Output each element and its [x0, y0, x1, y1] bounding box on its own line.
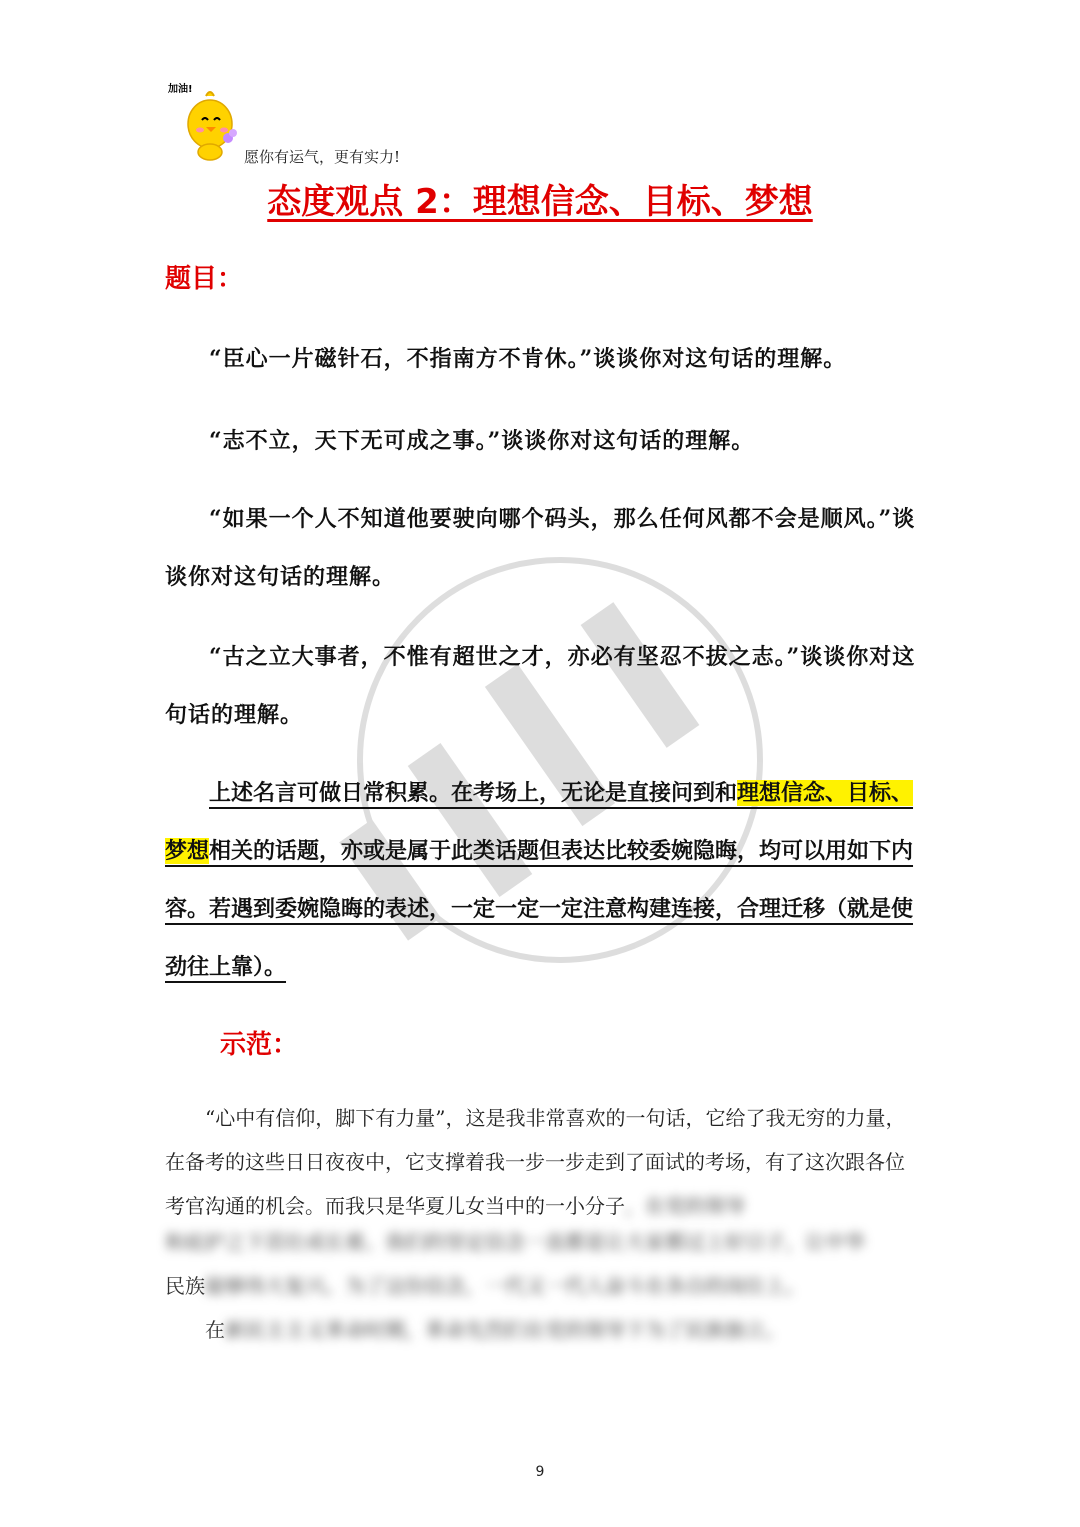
demo-blurred-text: ，在党的领导 — [625, 1194, 745, 1218]
usage-note — [165, 764, 917, 996]
page-title: 态度观点 2：理想信念、目标、梦想 — [267, 182, 813, 222]
chick-mascot-icon — [166, 80, 246, 164]
demo-paragraph — [165, 1096, 917, 1228]
demo-line-5 — [165, 1264, 917, 1308]
question-2: “志不立，天下无可成之事。”谈谈你对这句话的理解。 — [209, 428, 755, 454]
motto-text: 愿你有运气，更有实力! — [244, 148, 401, 166]
demo-line-4 — [165, 1220, 917, 1264]
demo-line-4-blurred: 和庇护之下茁壮成长着。我们的坚定信念一直都是让大家都过上好日子，让中华 — [165, 1230, 865, 1254]
question-1: “臣心一片磁针石，不指南方不肯休。”谈谈你对这句话的理解。 — [209, 346, 847, 372]
question-3: “如果一个人不知道他要驶向哪个码头，那么任何风都不会是顺风。”谈谈你对这句话的理解。 — [165, 506, 916, 590]
note-text-before: 上述名言可做日常积累。在考场上，无论是直接问到和 — [209, 780, 738, 806]
note-highlight: 理想信念、目标、梦想 — [165, 780, 914, 864]
demo-line-5-blurred: 能够伟大复兴。为了这份信念，一代又一代人奋斗在各自的岗位上。 — [205, 1274, 805, 1298]
svg-text:加油!: 加油! — [168, 84, 193, 95]
page-number: 9 — [535, 1464, 545, 1480]
demo-visible-text: “心中有信仰，脚下有力量”，这是我非常喜欢的一句话，它给了我无穷的力量，在备考的这些日日夜夜中，它支撑着我一步一步走到了面试的考场，有了这次跟各位考官沟通的机会。而我只是华夏儿女当中的一小分子 — [165, 1106, 906, 1218]
demo-heading: 示范： — [220, 1030, 299, 1060]
note-text-after: 相关的话题，亦或是属于此类话题但表达比较委婉隐晦，均可以用如下内容。若遇到委婉隐晦的表述，一定一定一定注意构建连接，合理迁移（就是使劲往上靠）。 — [165, 838, 914, 980]
demo-line-6 — [165, 1308, 917, 1352]
demo-line-6-visible: 在 — [205, 1318, 225, 1342]
demo-blurred-lines — [165, 1220, 917, 1352]
demo-line-6-blurred: 新民主主义革命时期，革命先烈们在党的领导下为了民族独立。 — [225, 1318, 785, 1342]
question-4: “古之立大事者，不惟有超世之才，亦必有坚忍不拔之志。”谈谈你对这句话的理解。 — [165, 644, 916, 728]
question-heading: 题目： — [165, 264, 244, 294]
demo-line-5-visible: 民族 — [165, 1274, 205, 1298]
